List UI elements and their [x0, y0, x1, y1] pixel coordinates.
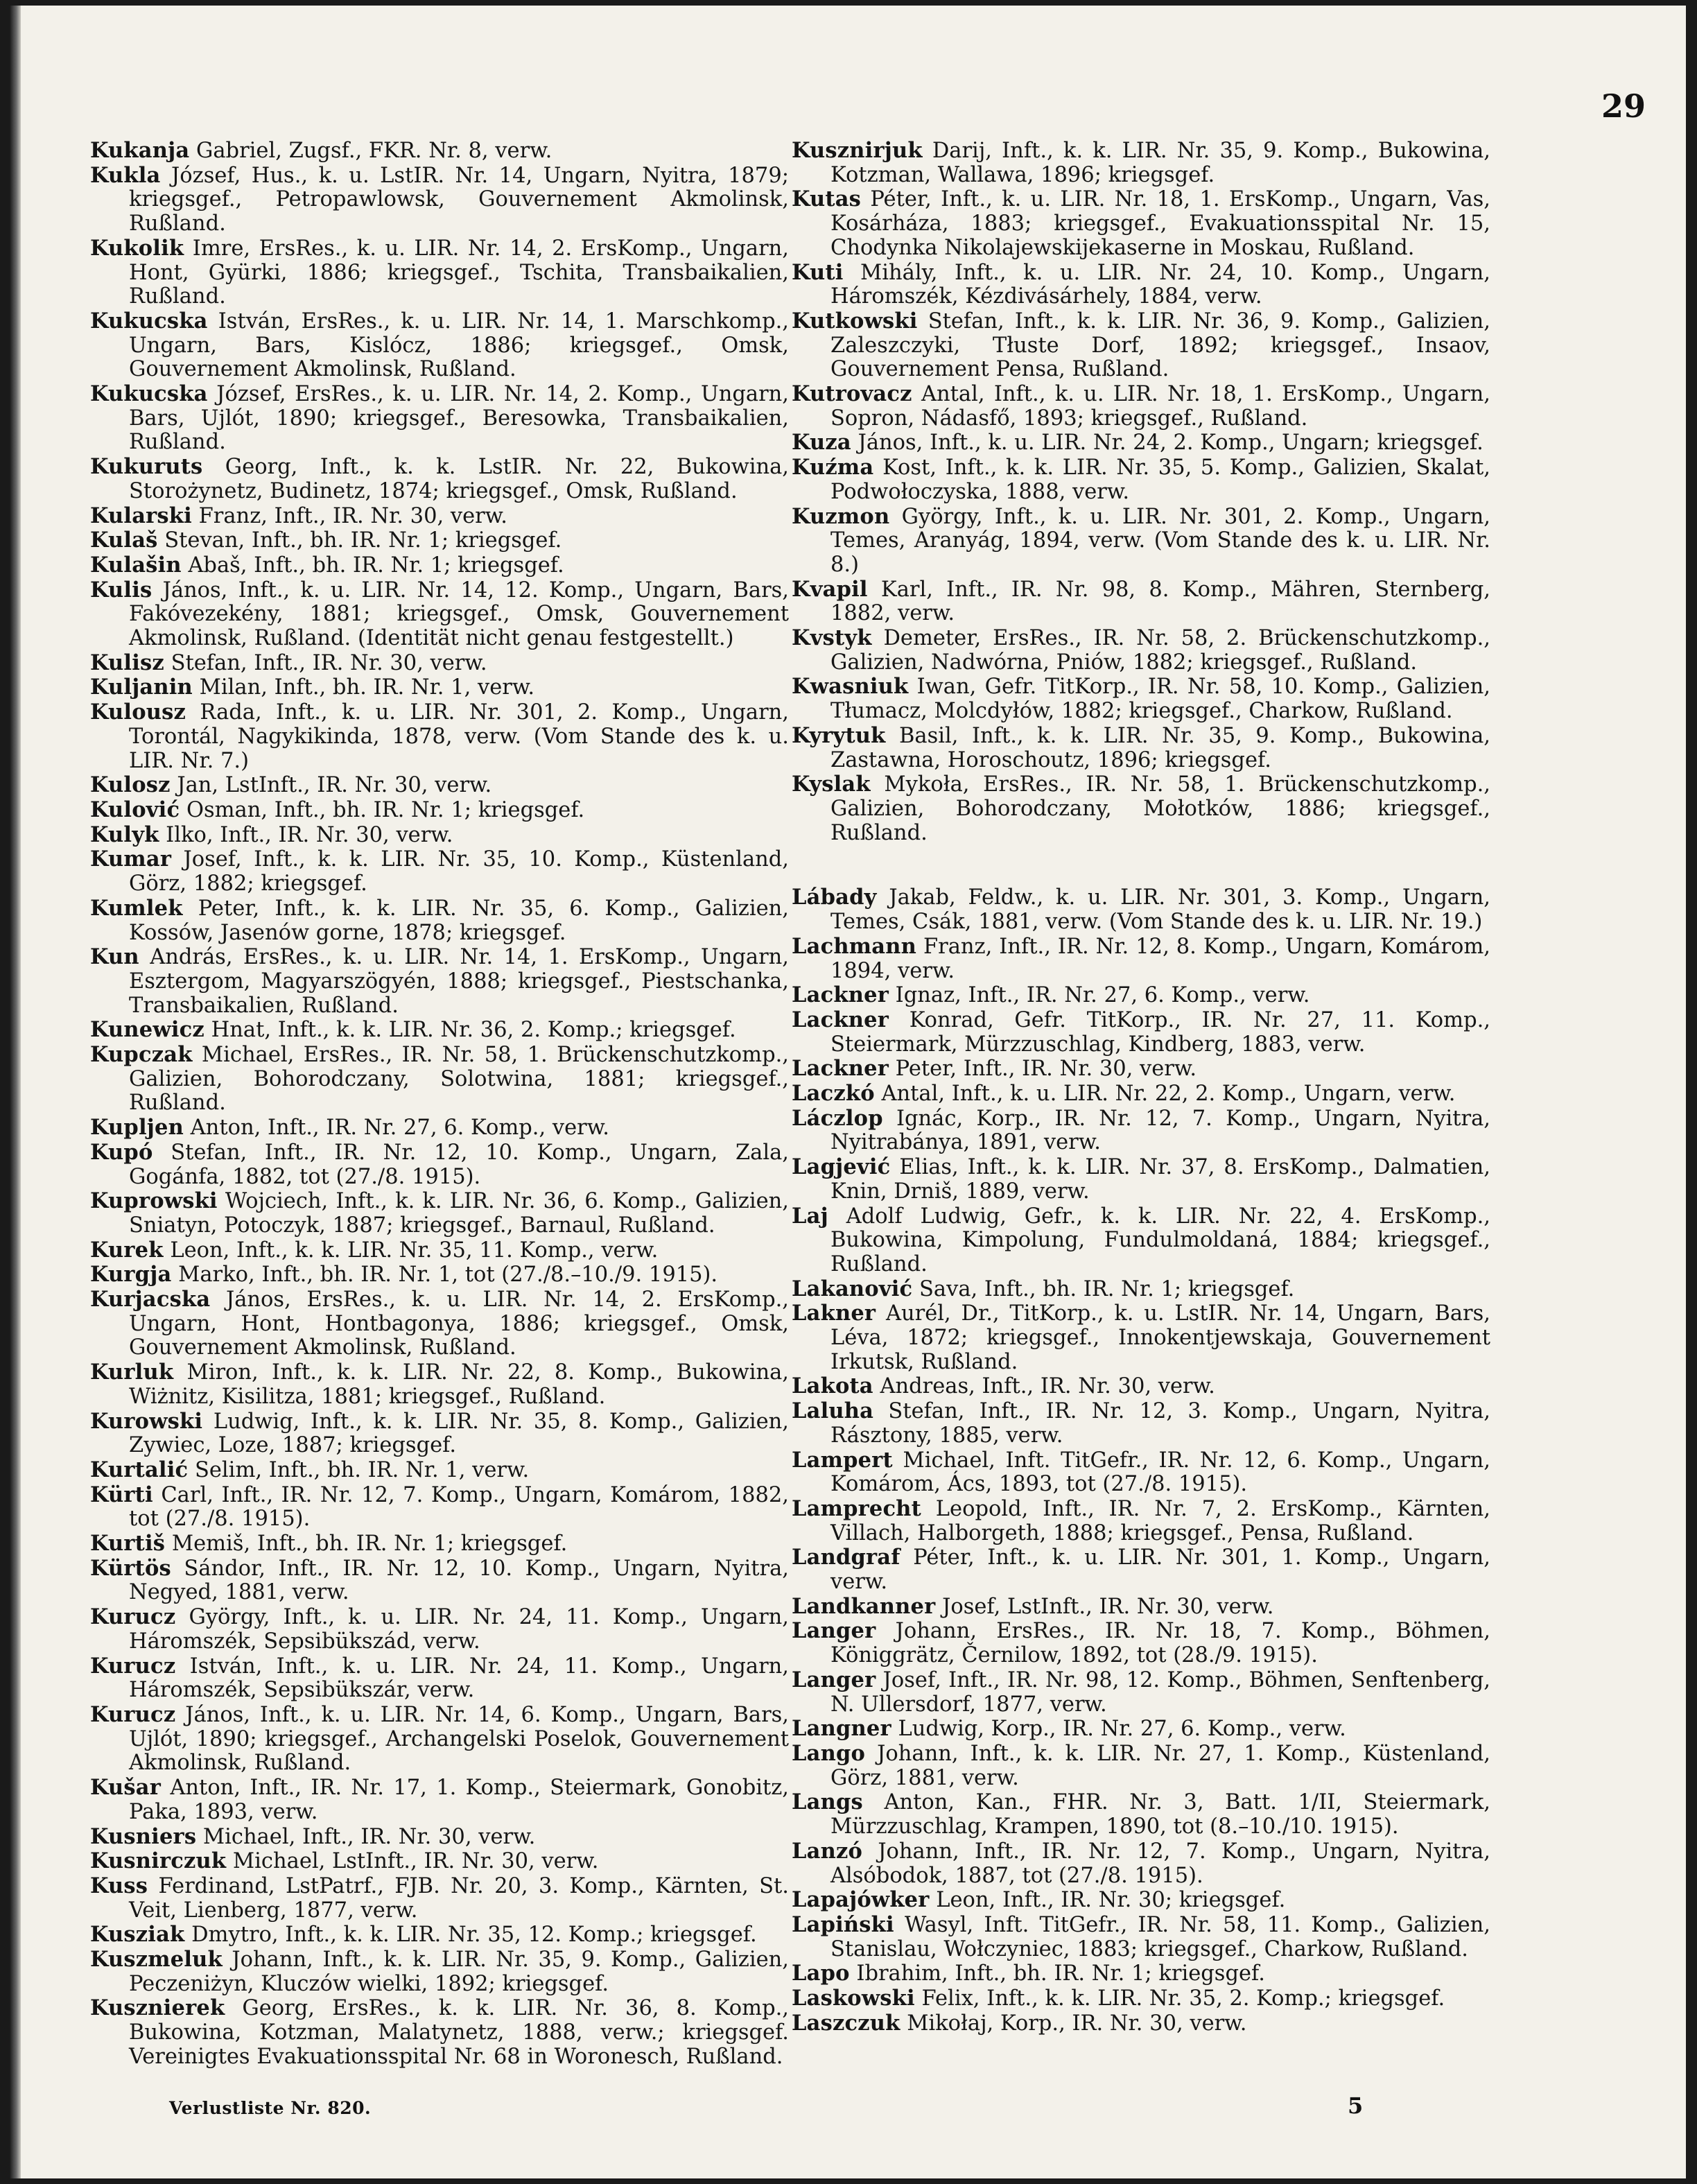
entry-details: Peter, Inft., k. k. LIR. Nr. 35, 6. Komp., Galizien, Kossów, Jasenów gorne, 1878; kriegsgef.	[129, 896, 789, 945]
casualty-entry	[90, 896, 789, 945]
casualty-entry	[792, 1545, 1490, 1594]
casualty-entry	[90, 1141, 789, 1189]
entry-surname: Kurjacska	[90, 1287, 211, 1312]
entry-surname: Kurowski	[90, 1408, 203, 1434]
entry-surname: Kulašin	[90, 552, 182, 578]
entry-details: János, Inft., k. u. LIR. Nr. 24, 2. Komp., Ungarn; kriegsgef.	[858, 431, 1483, 456]
entry-surname: Kurtalić	[90, 1457, 189, 1482]
entry-details: Ludwig, Inft., k. k. LIR. Nr. 35, 8. Komp., Galizien, Zywiec, Loze, 1887; kriegsgef.	[129, 1409, 789, 1458]
entry-surname: Kurucz	[90, 1604, 176, 1630]
casualty-entry	[90, 139, 789, 164]
casualty-entry	[90, 1458, 789, 1483]
entry-surname: Kuljanin	[90, 675, 193, 700]
casualty-entry	[90, 847, 789, 896]
entry-surname: Kvstyk	[792, 625, 872, 651]
casualty-entry	[792, 1888, 1490, 1913]
casualty-entry	[90, 1189, 789, 1238]
entry-details: János, Inft., k. u. LIR. Nr. 14, 12. Komp., Ungarn, Bars, Fakóvezekény, 1881; kriegsgef., Omsk, Gouvernement Akmolinsk, Rußland. (Identität nicht genau festgestellt.)	[129, 578, 789, 651]
entry-surname: Lackner	[792, 982, 889, 1008]
casualty-entry	[90, 1018, 789, 1043]
casualty-entry	[90, 798, 789, 823]
casualty-entry	[90, 1532, 789, 1557]
casualty-entry	[792, 1839, 1490, 1888]
entry-details: Basil, Inft., k. k. LIR. Nr. 35, 9. Komp., Bukowina, Zastawna, Horoschoutz, 1896; kriegsgef.	[830, 723, 1490, 772]
entry-details: Stevan, Inft., bh. IR. Nr. 1; kriegsgef.	[164, 528, 562, 553]
casualty-entry	[792, 1155, 1490, 1204]
entry-surname: Kukanja	[90, 138, 190, 163]
entry-surname: Kupó	[90, 1139, 153, 1165]
casualty-entry	[90, 1238, 789, 1263]
entry-details: Mikołaj, Korp., IR. Nr. 30, verw.	[907, 2011, 1247, 2036]
entry-details: Leon, Inft., k. k. LIR. Nr. 35, 11. Komp., verw.	[170, 1238, 659, 1263]
entry-surname: Lakanović	[792, 1276, 913, 1301]
entry-details: Osman, Inft., bh. IR. Nr. 1; kriegsgef.	[186, 797, 585, 822]
casualty-entry	[90, 945, 789, 1018]
entry-details: Demeter, ErsRes., IR. Nr. 58, 2. Brückenschutzkomp., Galizien, Nadwórna, Pniów, 1882; kriegsgef., Rußland.	[830, 626, 1490, 675]
casualty-entry	[90, 1360, 789, 1409]
entry-surname: Kumlek	[90, 895, 183, 921]
entry-surname: Kusznirjuk	[792, 138, 923, 163]
casualty-entry	[90, 1263, 789, 1288]
left-column	[90, 139, 789, 2070]
casualty-entry	[90, 578, 789, 651]
entry-details: György, Inft., k. u. LIR. Nr. 301, 2. Komp., Ungarn, Temes, Aranyág, 1894, verw. (Vom Stande des k. u. LIR. Nr. 8.)	[830, 504, 1490, 577]
entry-details: Johann, Inft., IR. Nr. 12, 7. Komp., Ungarn, Nyitra, Alsóbodok, 1887, tot (27./8. 1915).	[830, 1839, 1490, 1888]
casualty-entry	[792, 2011, 1490, 2036]
entry-details: György, Inft., k. u. LIR. Nr. 24, 11. Komp., Ungarn, Háromszék, Sepsibükszád, verw.	[129, 1605, 789, 1654]
entry-surname: Kutrovacz	[792, 381, 912, 407]
entry-surname: Lapiński	[792, 1912, 894, 1937]
entry-surname: Kuti	[792, 259, 844, 285]
entry-details: Josef, Inft., k. k. LIR. Nr. 35, 10. Komp., Küstenland, Görz, 1882; kriegsgef.	[129, 847, 789, 896]
entry-details: János, Inft., k. u. LIR. Nr. 14, 6. Komp., Ungarn, Bars, Ujlót, 1890; kriegsgef., Archangelski Poselok, Gouvernement Akmolinsk, Rußland.	[129, 1703, 789, 1776]
casualty-entry	[792, 885, 1490, 934]
entry-surname: Landkanner	[792, 1593, 936, 1619]
entry-details: Miron, Inft., k. k. LIR. Nr. 22, 8. Komp., Bukowina, Wiżnitz, Kisilitza, 1881; kriegsgef., Rußland.	[129, 1360, 789, 1409]
casualty-entry	[90, 1776, 789, 1824]
entry-surname: Laszczuk	[792, 2010, 900, 2036]
entry-details: Kost, Inft., k. k. LIR. Nr. 35, 5. Komp., Galizien, Skalat, Podwołoczyska, 1888, verw.	[830, 456, 1490, 504]
entry-surname: Kukuruts	[90, 454, 203, 480]
casualty-entry	[792, 724, 1490, 772]
entry-surname: Lakota	[792, 1373, 873, 1399]
casualty-entry	[792, 1790, 1490, 1839]
entry-surname: Kukucska	[90, 381, 208, 407]
entry-surname: Kukla	[90, 162, 161, 188]
entry-details: Adolf Ludwig, Gefr., k. k. LIR. Nr. 22, 4. ErsKomp., Bukowina, Kimpolung, Fundulmoldaná, 1884; kriegsgef., Rußland.	[830, 1204, 1490, 1276]
entry-surname: Kurluk	[90, 1360, 174, 1385]
entry-details: Leopold, Inft., IR. Nr. 7, 2. ErsKomp., Kärnten, Villach, Halborgeth, 1888; kriegsgef., Pensa, Rußland.	[830, 1496, 1490, 1545]
entry-details: Aurél, Dr., TitKorp., k. u. LstIR. Nr. 14, Ungarn, Bars, Léva, 1872; kriegsgef., Innokentjewskaja, Gouvernement Irkutsk, Rußland.	[830, 1301, 1490, 1374]
entry-details: Leon, Inft., IR. Nr. 30; kriegsgef.	[936, 1888, 1286, 1913]
document-page	[10, 6, 1686, 2178]
casualty-entry	[90, 1825, 789, 1850]
entry-surname: Kurtiš	[90, 1531, 166, 1557]
entry-details: István, Inft., k. u. LIR. Nr. 24, 11. Komp., Ungarn, Háromszék, Sepsibükszár, verw.	[129, 1654, 789, 1703]
entry-details: Imre, ErsRes., k. u. LIR. Nr. 14, 2. ErsKomp., Ungarn, Hont, Gyürki, 1886; kriegsgef., Tschita, Transbaikalien, Rußland.	[129, 236, 789, 309]
entry-details: Mihály, Inft., k. u. LIR. Nr. 24, 10. Komp., Ungarn, Háromszék, Kézdivásárhely, 1884, verw.	[830, 260, 1491, 309]
entry-details: Elias, Inft., k. k. LIR. Nr. 37, 8. ErsKomp., Dalmatien, Knin, Drniš, 1889, verw.	[830, 1155, 1490, 1204]
casualty-entry	[792, 505, 1490, 578]
entry-details: Stefan, Inft., k. k. LIR. Nr. 36, 9. Komp., Galizien, Zaleszczyki, Tłuste Dorf, 1892; kriegsgef., Insaov, Gouvernement Pensa, Rußland.	[830, 309, 1490, 382]
entry-details: Péter, Inft., k. u. LIR. Nr. 18, 1. ErsKomp., Ungarn, Vas, Kosárháza, 1883; kriegsgef., Evakuationsspital Nr. 15, Chodynka Nikolajewskijekaserne in Moskau, Rußland.	[830, 187, 1490, 260]
entry-surname: Kukucska	[90, 308, 208, 333]
casualty-entry	[90, 1288, 789, 1360]
entry-details: Ferdinand, LstPatrf., FJB. Nr. 20, 3. Komp., Kärnten, St. Veit, Lienberg, 1877, verw.	[129, 1873, 789, 1923]
entry-details: Georg, Inft., k. k. LstIR. Nr. 22, Bukowina, Storożynetz, Budinetz, 1874; kriegsgef., Omsk, Rußland.	[129, 455, 789, 503]
casualty-entry	[90, 455, 789, 503]
entry-details: Konrad, Gefr. TitKorp., IR. Nr. 27, 11. Komp., Steiermark, Mürzzuschlag, Kindberg, 1883, verw.	[830, 1007, 1491, 1057]
entry-details: Franz, Inft., IR. Nr. 30, verw.	[198, 503, 507, 528]
entry-surname: Kürtös	[90, 1555, 171, 1581]
entry-surname: Kusziak	[90, 1922, 185, 1948]
entry-details: Iwan, Gefr. TitKorp., IR. Nr. 58, 10. Komp., Galizien, Tłumacz, Molcdyłów, 1882; kriegsgef., Charkow, Rußland.	[830, 675, 1490, 724]
entry-details: Wasyl, Inft. TitGefr., IR. Nr. 58, 11. Komp., Galizien, Stanislau, Wołczyniec, 1883; kriegsgef., Charkow, Rußland.	[830, 1912, 1490, 1961]
casualty-entry	[90, 1483, 789, 1532]
entry-surname: Kyrytuk	[792, 722, 886, 748]
casualty-entry	[90, 1605, 789, 1654]
entry-details: Sava, Inft., bh. IR. Nr. 1; kriegsgef.	[919, 1276, 1295, 1301]
entry-details: Johann, Inft., k. k. LIR. Nr. 35, 9. Komp., Galizien, Peczeniżyn, Kluczów wielki, 1892; kriegsgef.	[129, 1948, 789, 1996]
casualty-entry	[90, 1849, 789, 1874]
entry-surname: Kulis	[90, 577, 153, 603]
page-binding-edge	[10, 6, 21, 2178]
casualty-entry	[90, 382, 789, 455]
entry-details: Carl, Inft., IR. Nr. 12, 7. Komp., Ungarn, Komárom, 1882, tot (27./8. 1915).	[129, 1482, 789, 1532]
casualty-entry	[90, 309, 789, 382]
entry-details: Michael, Inft., IR. Nr. 30, verw.	[202, 1824, 536, 1849]
entry-surname: Kuźma	[792, 455, 874, 480]
casualty-entry	[90, 823, 789, 848]
entry-surname: Kupczak	[90, 1042, 193, 1068]
casualty-entry	[792, 431, 1490, 456]
entry-surname: Kulousz	[90, 700, 186, 725]
entry-surname: Kupljen	[90, 1115, 184, 1141]
entry-surname: Kyslak	[792, 772, 871, 797]
entry-surname: Kušar	[90, 1775, 162, 1801]
casualty-entry	[792, 1986, 1490, 2011]
right-column	[792, 139, 1490, 2036]
entry-surname: Laj	[792, 1203, 828, 1229]
entry-surname: Kun	[90, 944, 139, 970]
casualty-entry	[90, 651, 789, 676]
entry-surname: Kuprowski	[90, 1188, 218, 1214]
entry-surname: Kwasniuk	[792, 674, 909, 700]
casualty-entry	[90, 1043, 789, 1116]
entry-surname: Lampert	[792, 1447, 893, 1473]
entry-details: Abaš, Inft., bh. IR. Nr. 1; kriegsgef.	[188, 553, 564, 578]
entry-surname: Kusniers	[90, 1823, 197, 1849]
casualty-entry	[90, 773, 789, 798]
entry-surname: Láczlop	[792, 1105, 883, 1131]
entry-details: Stefan, Inft., IR. Nr. 30, verw.	[171, 650, 487, 675]
entry-surname: Kutas	[792, 187, 862, 212]
entry-surname: Langer	[792, 1667, 876, 1692]
section-gap	[792, 845, 1490, 885]
casualty-entry	[792, 1204, 1490, 1277]
casualty-entry	[792, 772, 1490, 845]
casualty-entry	[792, 187, 1490, 260]
entry-details: Anton, Inft., IR. Nr. 27, 6. Komp., verw.	[190, 1116, 609, 1141]
casualty-entry	[792, 1301, 1490, 1374]
casualty-entry	[792, 1448, 1490, 1497]
casualty-entry	[792, 1913, 1490, 1961]
casualty-entry	[792, 935, 1490, 983]
entry-surname: Kvapil	[792, 576, 868, 602]
entry-surname: Lagjević	[792, 1154, 891, 1180]
entry-surname: Kulaš	[90, 528, 158, 553]
entry-surname: Kusnirczuk	[90, 1848, 227, 1874]
entry-surname: Langs	[792, 1789, 863, 1815]
entry-details: Memiš, Inft., bh. IR. Nr. 1; kriegsgef.	[171, 1532, 568, 1557]
casualty-entry	[792, 1668, 1490, 1717]
entry-details: Ilko, Inft., IR. Nr. 30, verw.	[166, 822, 453, 847]
entry-surname: Kukolik	[90, 235, 184, 261]
entry-details: András, ErsRes., k. u. LIR. Nr. 14, 1. ErsKomp., Ungarn, Esztergom, Magyarszögyén, 1888; kriegsgef., Piestschanka, Transbaikalien, Rußland.	[129, 945, 789, 1018]
entry-surname: Kuza	[792, 430, 851, 456]
entry-details: Michael, LstInft., IR. Nr. 30, verw.	[232, 1849, 599, 1874]
casualty-entry	[792, 626, 1490, 675]
casualty-entry	[792, 1374, 1490, 1399]
entry-surname: Lapajówker	[792, 1887, 930, 1913]
entry-details: Wojciech, Inft., k. k. LIR. Nr. 36, 6. Komp., Galizien, Sniatyn, Potoczyk, 1887; kriegsgef., Barnaul, Rußland.	[129, 1189, 789, 1238]
entry-details: Johann, ErsRes., IR. Nr. 18, 7. Komp., Böhmen, Königgrätz, Černilow, 1892, tot (28./9. 1915).	[830, 1619, 1490, 1668]
entry-details: Michael, ErsRes., IR. Nr. 58, 1. Brückenschutzkomp., Galizien, Bohorodczany, Solotwina, 1881; kriegsgef., Rußland.	[129, 1043, 789, 1116]
entry-surname: Kuss	[90, 1873, 148, 1898]
casualty-entry	[792, 983, 1490, 1008]
entry-details: Darij, Inft., k. k. LIR. Nr. 35, 9. Komp., Bukowina, Kotzman, Wallawa, 1896; kriegsgef.	[830, 139, 1490, 187]
casualty-entry	[792, 382, 1490, 431]
entry-details: Rada, Inft., k. u. LIR. Nr. 301, 2. Komp., Ungarn, Torontál, Nagykikinda, 1878, verw. (Vom Stande des k. u. LIR. Nr. 7.)	[129, 700, 789, 773]
casualty-entry	[792, 1619, 1490, 1667]
casualty-entry	[90, 1996, 789, 2069]
entry-details: Selim, Inft., bh. IR. Nr. 1, verw.	[194, 1457, 530, 1482]
entry-surname: Lanzó	[792, 1838, 863, 1864]
casualty-entry	[792, 1057, 1490, 1082]
casualty-entry	[90, 1410, 789, 1458]
entry-surname: Lapo	[792, 1961, 850, 1986]
entry-details: Sándor, Inft., IR. Nr. 12, 10. Komp., Ungarn, Nyitra, Negyed, 1881, verw.	[129, 1556, 790, 1605]
entry-details: József, ErsRes., k. u. LIR. Nr. 14, 2. Komp., Ungarn, Bars, Ujlót, 1890; kriegsgef., Beresowka, Transbaikalien, Rußland.	[129, 382, 789, 455]
entry-details: Jakab, Feldw., k. u. LIR. Nr. 301, 3. Komp., Ungarn, Temes, Csák, 1881, verw. (Vom Stande des k. u. LIR. Nr. 19.)	[830, 885, 1490, 935]
entry-details: Jan, LstInft., IR. Nr. 30, verw.	[177, 773, 492, 798]
casualty-entry	[792, 1717, 1490, 1742]
casualty-entry	[90, 1703, 789, 1776]
casualty-entry	[90, 164, 789, 236]
casualty-entry	[792, 1082, 1490, 1107]
casualty-entry	[792, 578, 1490, 626]
entry-details: Josef, LstInft., IR. Nr. 30, verw.	[942, 1594, 1274, 1619]
entry-surname: Lábady	[792, 885, 877, 910]
casualty-entry	[792, 261, 1490, 309]
entry-details: Péter, Inft., k. u. LIR. Nr. 301, 1. Komp., Ungarn, verw.	[830, 1545, 1490, 1595]
casualty-entry	[792, 139, 1490, 187]
entry-details: Mykoła, ErsRes., IR. Nr. 58, 1. Brückenschutzkomp., Galizien, Bohorodczany, Mołotków, 1886; kriegsgef., Rußland.	[830, 772, 1490, 845]
entry-surname: Kuzmon	[792, 503, 890, 529]
entry-surname: Laczkó	[792, 1081, 875, 1107]
casualty-entry	[792, 456, 1490, 504]
entry-surname: Lamprecht	[792, 1496, 921, 1521]
casualty-entry	[792, 1595, 1490, 1620]
entry-details: Josef, Inft., IR. Nr. 98, 12. Komp., Böhmen, Senftenberg, N. Ullersdorf, 1877, verw.	[830, 1667, 1490, 1717]
entry-details: Michael, Inft. TitGefr., IR. Nr. 12, 6. Komp., Ungarn, Komárom, Ács, 1893, tot (27./8. 1915).	[830, 1448, 1490, 1497]
entry-details: Johann, Inft., k. k. LIR. Nr. 27, 1. Komp., Küstenland, Görz, 1881, verw.	[830, 1742, 1490, 1790]
casualty-entry	[792, 1107, 1490, 1155]
entry-surname: Kurgja	[90, 1262, 172, 1288]
entry-surname: Kunewicz	[90, 1017, 204, 1043]
entry-surname: Kulyk	[90, 822, 159, 847]
entry-details: Anton, Kan., FHR. Nr. 3, Batt. 1/II, Steiermark, Mürzzuschlag, Krampen, 1890, tot (8.–10./10. 1915).	[830, 1790, 1490, 1839]
entry-details: Marko, Inft., bh. IR. Nr. 1, tot (27./8.–10./9. 1915).	[178, 1263, 718, 1288]
entry-surname: Langer	[792, 1618, 876, 1644]
casualty-entry	[90, 1654, 789, 1703]
entry-details: József, Hus., k. u. LstIR. Nr. 14, Ungarn, Nyitra, 1879; kriegsgef., Petropawlowsk, Gouvernement Akmolinsk, Rußland.	[129, 163, 789, 236]
entry-surname: Laluha	[792, 1398, 874, 1424]
casualty-entry	[90, 553, 789, 578]
entry-surname: Laskowski	[792, 1986, 915, 2011]
casualty-entry	[90, 1874, 789, 1923]
casualty-entry	[90, 675, 789, 700]
entry-surname: Kuszmeluk	[90, 1947, 223, 1973]
entry-details: Andreas, Inft., IR. Nr. 30, verw.	[880, 1374, 1215, 1399]
casualty-entry	[792, 1742, 1490, 1790]
entry-details: János, ErsRes., k. u. LIR. Nr. 14, 2. ErsKomp., Ungarn, Hont, Hontbagonya, 1886; kriegsgef., Omsk, Gouvernement Akmolinsk, Rußland.	[129, 1288, 789, 1360]
entry-details: Stefan, Inft., IR. Nr. 12, 10. Komp., Ungarn, Zala, Gogánfa, 1882, tot (27./8. 1915).	[129, 1140, 789, 1189]
entry-surname: Lakner	[792, 1301, 876, 1326]
entry-details: Antal, Inft., k. u. LIR. Nr. 22, 2. Komp., Ungarn, verw.	[881, 1082, 1456, 1107]
entry-details: Karl, Inft., IR. Nr. 98, 8. Komp., Mähren, Sternberg, 1882, verw.	[830, 577, 1490, 626]
entry-details: Georg, ErsRes., k. k. LIR. Nr. 36, 8. Komp., Bukowina, Kotzman, Malatynetz, 1888, verw.; kriegsgef. Vereinigtes Evakuationsspital Nr. 68 in Woronesch, Rußland.	[129, 1996, 789, 2069]
casualty-entry	[792, 1399, 1490, 1448]
entry-details: Milan, Inft., bh. IR. Nr. 1, verw.	[199, 675, 535, 700]
entry-surname: Kumar	[90, 847, 172, 872]
entry-surname: Lackner	[792, 1007, 889, 1032]
casualty-entry	[90, 1923, 789, 1948]
entry-surname: Kutkowski	[792, 308, 918, 333]
entry-surname: Kulosz	[90, 772, 171, 798]
entry-details: István, ErsRes., k. u. LIR. Nr. 14, 1. Marschkomp., Ungarn, Bars, Kislócz, 1886; kriegsgef., Omsk, Gouvernement Akmolinsk, Rußland.	[129, 309, 789, 382]
casualty-entry	[90, 528, 789, 553]
entry-surname: Lango	[792, 1741, 866, 1766]
entry-surname: Kulović	[90, 797, 180, 822]
entry-details: Ibrahim, Inft., bh. IR. Nr. 1; kriegsgef.	[856, 1961, 1265, 1986]
entry-surname: Lackner	[792, 1056, 889, 1082]
entry-surname: Kurucz	[90, 1702, 176, 1727]
entry-surname: Kürti	[90, 1482, 153, 1507]
entry-details: Felix, Inft., k. k. LIR. Nr. 35, 2. Komp.; kriegsgef.	[921, 1986, 1445, 2011]
entry-details: Dmytro, Inft., k. k. LIR. Nr. 35, 12. Komp.; kriegsgef.	[191, 1923, 757, 1948]
entry-details: Hnat, Inft., k. k. LIR. Nr. 36, 2. Komp.; kriegsgef.	[211, 1018, 736, 1043]
entry-surname: Lachmann	[792, 933, 916, 959]
casualty-entry	[90, 1557, 789, 1605]
entry-surname: Langner	[792, 1716, 891, 1742]
casualty-entry	[792, 1497, 1490, 1545]
entry-details: Stefan, Inft., IR. Nr. 12, 3. Komp., Ungarn, Nyitra, Rásztony, 1885, verw.	[830, 1399, 1490, 1448]
casualty-entry	[90, 1116, 789, 1141]
entry-details: Anton, Inft., IR. Nr. 17, 1. Komp., Steiermark, Gonobitz, Paka, 1893, verw.	[129, 1776, 789, 1824]
casualty-entry	[792, 309, 1490, 382]
entry-surname: Kurek	[90, 1237, 164, 1263]
entry-details: Gabriel, Zugsf., FKR. Nr. 8, verw.	[196, 139, 552, 163]
entry-surname: Kularski	[90, 503, 192, 528]
entry-details: Ludwig, Korp., IR. Nr. 27, 6. Komp., verw.	[898, 1717, 1346, 1742]
footer-signature-mark: 5	[1348, 2092, 1364, 2119]
entry-details: Antal, Inft., k. u. LIR. Nr. 18, 1. ErsKomp., Ungarn, Sopron, Nádasfő, 1893; kriegsgef., Rußland.	[830, 382, 1490, 431]
casualty-entry	[90, 700, 789, 773]
entry-details: Franz, Inft., IR. Nr. 12, 8. Komp., Ungarn, Komárom, 1894, verw.	[830, 934, 1491, 983]
footer-series-label: Verlustliste Nr. 820.	[169, 2098, 372, 2118]
entry-details: Peter, Inft., IR. Nr. 30, verw.	[895, 1057, 1197, 1082]
entry-details: Ignác, Korp., IR. Nr. 12, 7. Komp., Ungarn, Nyitra, Nyitrabánya, 1891, verw.	[830, 1106, 1490, 1155]
casualty-entry	[90, 236, 789, 309]
casualty-entry	[792, 1961, 1490, 1986]
casualty-entry	[90, 1948, 789, 1996]
entry-surname: Kulisz	[90, 650, 164, 675]
entry-details: Ignaz, Inft., IR. Nr. 27, 6. Komp., verw.	[895, 983, 1310, 1008]
page-number: 29	[1601, 87, 1646, 125]
casualty-entry	[792, 1277, 1490, 1302]
entry-surname: Kusznierek	[90, 1995, 225, 2021]
entry-surname: Kurucz	[90, 1653, 176, 1679]
casualty-entry	[90, 504, 789, 529]
entry-surname: Landgraf	[792, 1545, 900, 1570]
casualty-entry	[792, 675, 1490, 723]
casualty-entry	[792, 1008, 1490, 1057]
